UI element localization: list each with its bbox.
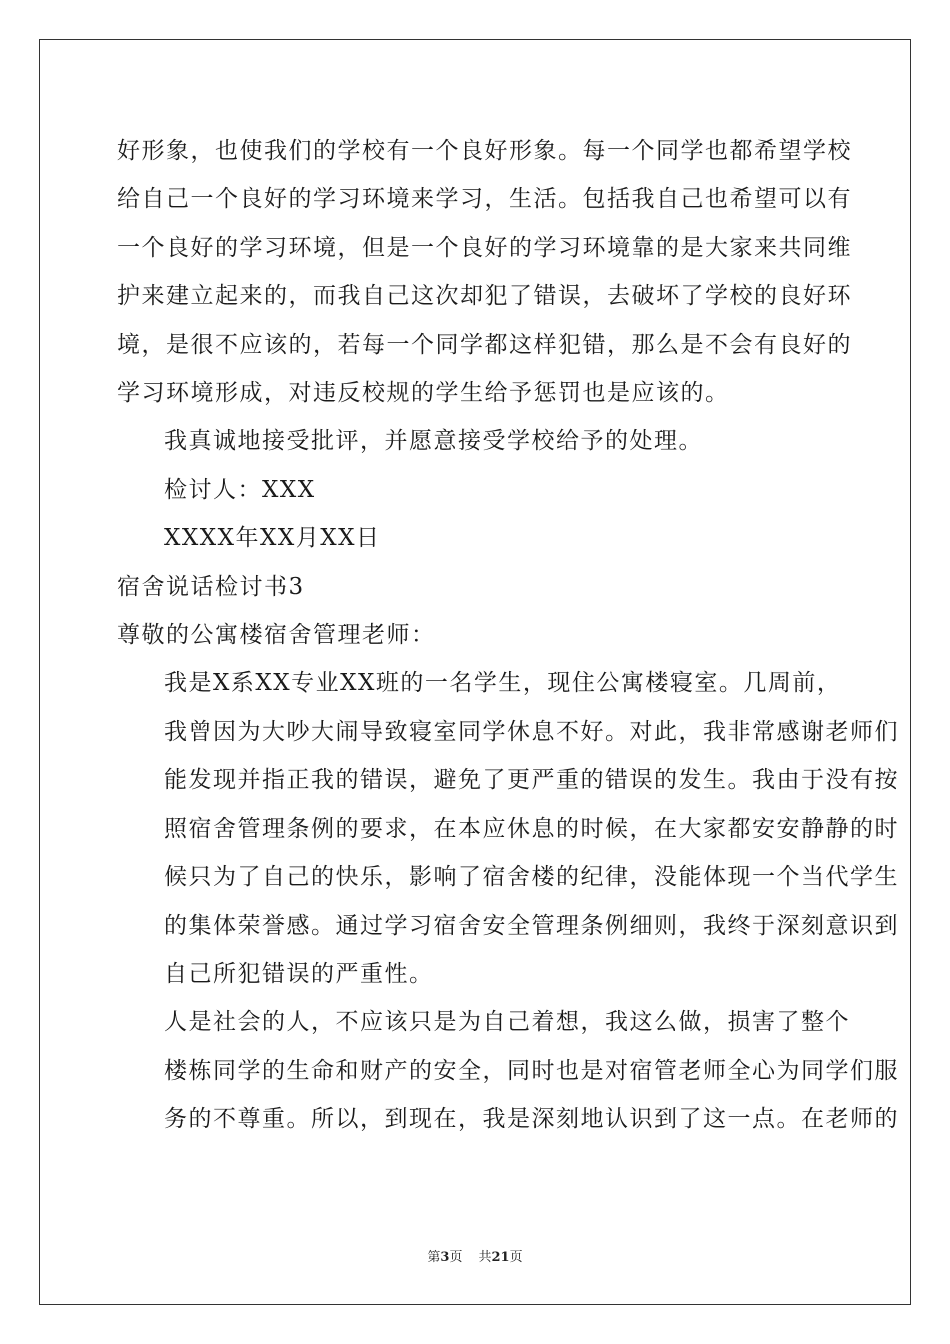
text-line: 我真诚地接受批评，并愿意接受学校给予的处理。 xyxy=(164,428,703,455)
text-line: 好形象，也使我们的学校有一个良好形象。每一个同学也都希望学校 xyxy=(117,138,852,164)
text-line: 照宿舍管理条例的要求，在本应休息的时候，在大家都安安静静的时 xyxy=(164,815,899,842)
paragraph xyxy=(117,127,852,417)
footer-total-pages: 21 xyxy=(491,1250,510,1265)
footer-page-suffix: 页 xyxy=(449,1250,463,1265)
paragraph xyxy=(117,998,899,1143)
text-line: 宿舍说话检讨书3 xyxy=(117,573,305,600)
footer-total-prefix: 共 xyxy=(478,1250,492,1265)
footer-page-prefix: 第 xyxy=(427,1250,441,1265)
footer-total-suffix: 页 xyxy=(509,1250,523,1265)
text-line: 的集体荣誉感。通过学习宿舍安全管理条例细则，我终于深刻意识到 xyxy=(164,912,899,939)
paragraph xyxy=(117,466,833,514)
paragraph xyxy=(117,659,899,998)
paragraph xyxy=(117,514,833,562)
text-line: 给自己一个良好的学习环境来学习，生活。包括我自己也希望可以有 xyxy=(117,186,852,213)
text-line: XXXX年XX月XX日 xyxy=(164,525,381,552)
text-line: 能发现并指正我的错误，避免了更严重的错误的发生。我由于没有按 xyxy=(164,767,899,794)
footer-page-number: 3 xyxy=(440,1250,450,1265)
text-line: 候只为了自己的快乐，影响了宿舍楼的纪律，没能体现一个当代学生 xyxy=(164,864,899,891)
text-line: 学习环境形成，对违反校规的学生给予惩罚也是应该的。 xyxy=(117,380,730,407)
text-line: 楼栋同学的生命和财产的安全，同时也是对宿管老师全心为同学们服 xyxy=(164,1057,899,1084)
paragraph xyxy=(117,563,833,611)
text-line: 务的不尊重。所以，到现在，我是深刻地认识到了这一点。在老师的 xyxy=(164,1106,899,1133)
text-line: 我是X系XX专业XX班的一名学生，现住公寓楼寝室。几周前， xyxy=(164,670,842,697)
text-line: 人是社会的人，不应该只是为自己着想，我这么做，损害了整个 xyxy=(164,1009,850,1036)
text-line: 境，是很不应该的，若每一个同学都这样犯错，那么是不会有良好的 xyxy=(117,331,852,358)
paragraph xyxy=(117,417,833,465)
page-footer xyxy=(0,1246,950,1265)
document-body xyxy=(117,127,899,1144)
text-line: 我曾因为大吵大闹导致寝室同学休息不好。对此，我非常感谢老师们 xyxy=(164,718,899,745)
text-line: 护来建立起来的，而我自己这次却犯了错误，去破坏了学校的良好环 xyxy=(117,283,852,310)
text-line: 自己所犯错误的严重性。 xyxy=(164,960,434,987)
text-line: 一个良好的学习环境，但是一个良好的学习环境靠的是大家来共同维 xyxy=(117,234,852,261)
text-line: 检讨人：XXX xyxy=(164,476,316,503)
paragraph xyxy=(117,611,833,659)
text-line: 尊敬的公寓楼宿舍管理老师： xyxy=(117,622,436,649)
